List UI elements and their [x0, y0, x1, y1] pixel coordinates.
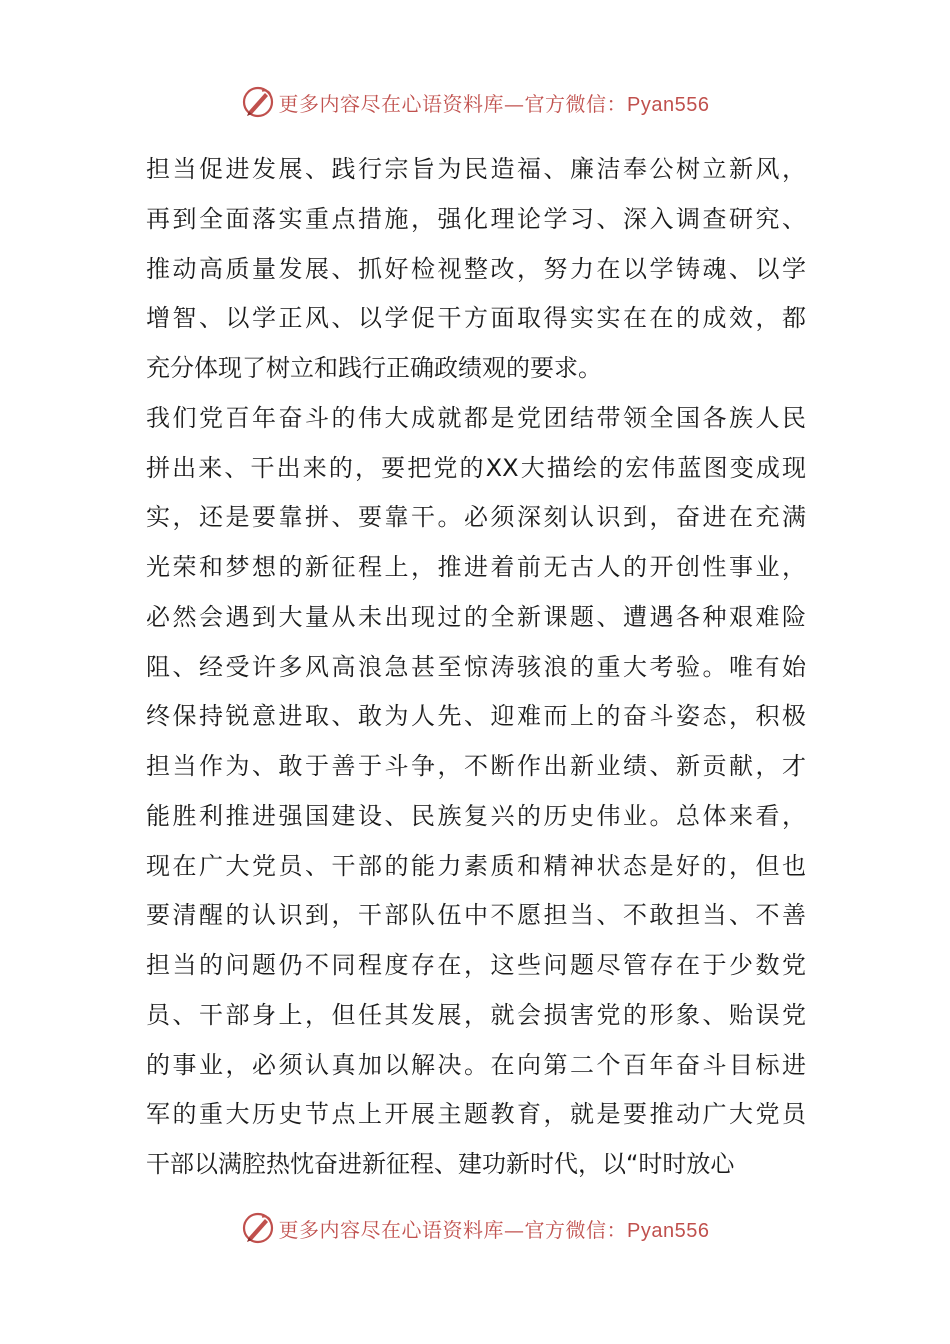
pen-logo-icon [241, 1211, 275, 1245]
text-line: 员、干部身上，但任其发展，就会损害党的形象、贻误党 [146, 1000, 806, 1029]
banner-text: 更多内容尽在心语资料库—官方微信：Pyan556 [278, 1217, 710, 1242]
text-line: 担当的问题仍不同程度存在，这些问题尽管存在于少数党 [146, 951, 806, 979]
text-line: 能胜利推进强国建设、民族复兴的历史伟业。总体来看， [146, 801, 806, 830]
footer-banner [0, 1208, 950, 1248]
text-line: 担当作为、敢于善于斗争，不断作出新业绩、新贡献，才 [146, 752, 806, 780]
document-body [146, 145, 806, 1190]
text-line: 担当促进发展、践行宗旨为民造福、廉洁奉公树立新风， [146, 155, 806, 183]
text-line: 干部以满腔热忱奋进新征程、建功新时代，以“时时放心 [146, 1150, 735, 1178]
text-line: 拼出来、干出来的，要把党的XX大描绘的宏伟蓝图变成现 [146, 453, 806, 482]
text-line: 军的重大历史节点上开展主题教育，就是要推动广大党员 [146, 1100, 806, 1129]
pen-logo-icon [241, 85, 275, 119]
text-line: 推动高质量发展、抓好检视整改，努力在以学铸魂、以学 [146, 254, 806, 283]
text-line: 现在广大党员、干部的能力素质和精神状态是好的，但也 [146, 851, 806, 880]
text-line: 实，还是要靠拼、要靠干。必须深刻认识到，奋进在充满 [146, 503, 806, 532]
text-line: 必然会遇到大量从未出现过的全新课题、遭遇各种艰难险 [146, 602, 806, 631]
text-line: 光荣和梦想的新征程上，推进着前无古人的开创性事业， [146, 553, 806, 581]
text-line: 阻、经受许多风高浪急甚至惊涛骇浪的重大考验。唯有始 [146, 652, 806, 681]
text-line: 充分体现了树立和践行正确政绩观的要求。 [146, 354, 602, 382]
text-line: 终保持锐意进取、敢为人先、迎难而上的奋斗姿态，积极 [146, 702, 806, 731]
text-line: 再到全面落实重点措施，强化理论学习、深入调查研究、 [146, 204, 806, 233]
text-line: 要清醒的认识到，干部队伍中不愿担当、不敢担当、不善 [146, 901, 806, 930]
text-line: 增智、以学正风、以学促干方面取得实实在在的成效，都 [146, 304, 806, 333]
text-line: 的事业，必须认真加以解决。在向第二个百年奋斗目标进 [146, 1050, 806, 1079]
text-line: 我们党百年奋斗的伟大成就都是党团结带领全国各族人民 [146, 403, 806, 432]
banner-text: 更多内容尽在心语资料库—官方微信：Pyan556 [278, 91, 710, 116]
header-banner [0, 82, 950, 122]
